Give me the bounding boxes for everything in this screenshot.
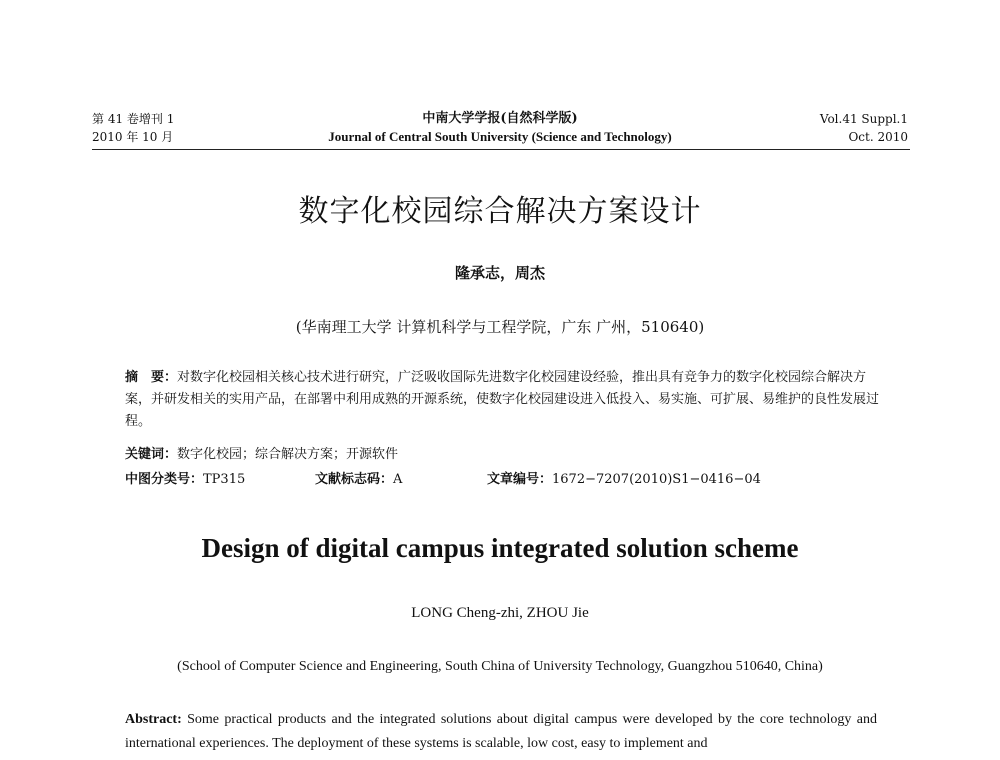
date-cn: 2010 年 10 月	[92, 130, 174, 144]
abstract-en-text: Some practical products and the integrated solutions about digital campus were developed by the core technology and international experiences. The deployment of these systems is scalable, low cost, easy to implement and	[125, 712, 877, 751]
abstract-en	[125, 708, 877, 756]
header-right	[820, 110, 908, 146]
abstract-cn-text: 对数字化校园相关核心技术进行研究，广泛吸收国际先进数字化校园建设经验，推出具有竞争力的数字化校园综合解决方案，并研发相关的实用产品，在部署中利用成熟的开源系统，使数字化校园建设进入低投入、易实施、可扩展、易维护的良性发展过程。	[125, 370, 880, 429]
journal-title-en: Journal of Central South University (Science and Technology)	[328, 129, 672, 144]
date-en: Oct. 2010	[848, 130, 908, 144]
keywords-cn-text: 数字化校园；综合解决方案；开源软件	[177, 447, 399, 462]
authors-en: LONG Cheng-zhi, ZHOU Jie	[411, 605, 589, 621]
volume-en: Vol.41 Suppl.1	[819, 112, 908, 126]
paper-title-en: Design of digital campus integrated solution scheme	[201, 533, 799, 563]
header-rule	[92, 149, 910, 150]
keywords-cn	[125, 444, 880, 466]
clc-label: 中图分类号：	[125, 472, 204, 487]
affiliation-en: (School of Computer Science and Engineering, South China of University Technology, Guangzhou 510640, China)	[177, 659, 823, 674]
volume-cn: 第 41 卷增刊 1	[92, 112, 175, 126]
article-number-label: 文章编号：	[487, 472, 553, 487]
clc-value: TP315	[203, 472, 246, 487]
abstract-cn	[125, 367, 880, 433]
classification-line	[125, 469, 880, 491]
authors-cn: 隆承志，周杰	[454, 264, 545, 282]
affiliation-cn: (华南理工大学 计算机科学与工程学院，广东 广州，510640)	[295, 318, 705, 336]
journal-title-cn: 中南大学学报(自然科学版)	[422, 111, 578, 126]
doc-code-label: 文献标志码：	[315, 472, 394, 487]
abstract-en-label: Abstract:	[125, 712, 182, 727]
abstract-cn-label: 摘 要：	[125, 370, 178, 385]
keywords-cn-label: 关键词：	[125, 447, 178, 462]
doc-code-value: A	[393, 472, 403, 487]
article-number-value: 1672−7207(2010)S1−0416−04	[552, 472, 761, 487]
paper-title-cn: 数字化校园综合解决方案设计	[298, 194, 702, 229]
